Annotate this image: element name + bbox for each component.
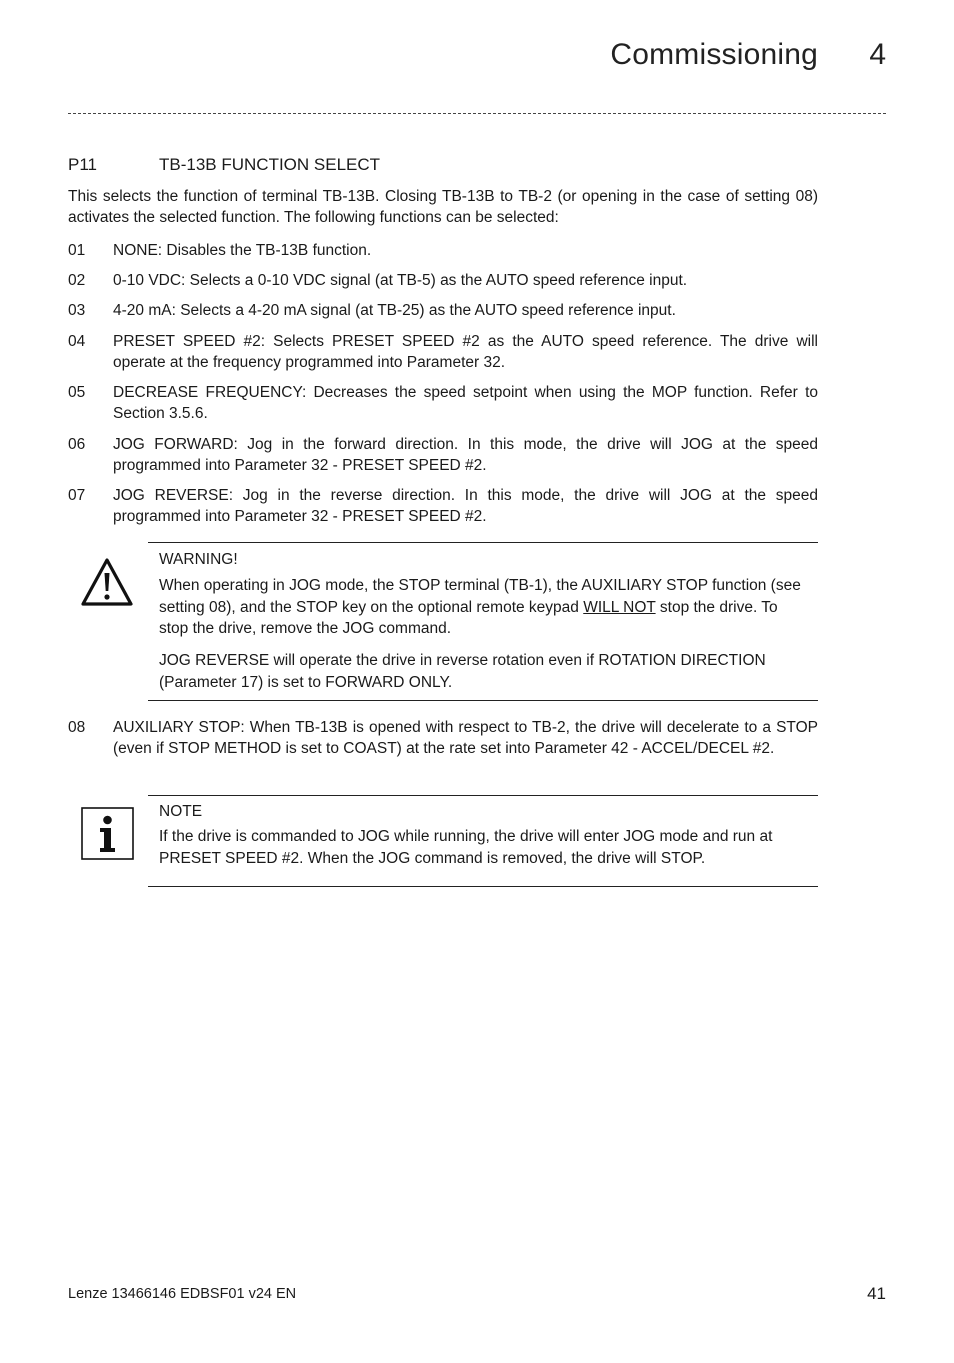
parameter-code: P11 [68, 155, 97, 174]
intro-paragraph: This selects the function of terminal TB-13B. Closing TB-13B to TB-2 (or opening in the case of setting 08) activates the selected function. The following functions can be selected: [68, 188, 818, 226]
warning-title: WARNING! [159, 551, 238, 568]
parameter-name: TB-13B FUNCTION SELECT [159, 155, 381, 174]
item-text: DECREASE FREQUENCY: Decreases the speed setpoint when using the MOP function. Refer to Section 3.5.6. [113, 384, 818, 422]
item-number: 05 [68, 384, 86, 401]
item-number: 08 [68, 719, 86, 736]
item-text: NONE: Disables the TB-13B function. [113, 242, 372, 259]
item-text: JOG FORWARD: Jog in the forward direction. In this mode, the drive will JOG at the speed programmed into Parameter 32 - PRESET SPEED #2. [113, 436, 818, 474]
warning-emphasis: WILL NOT [583, 598, 656, 616]
item-text: AUXILIARY STOP: When TB-13B is opened with respect to TB-2, the drive will decelerate to a STOP (even if STOP METHOD is set to COAST) at the rate set into Parameter 42 - ACCEL/DECEL #2. [113, 719, 818, 757]
warning-triangle-icon [80, 556, 134, 608]
warning-box [148, 542, 818, 701]
item-text: 4-20 mA: Selects a 4-20 mA signal (at TB-25) as the AUTO speed reference input. [113, 302, 676, 319]
note-box [148, 795, 818, 887]
warning-text-part: When operating in JOG mode, the STOP terminal (TB-1), the AUXILIARY STOP function (see setting 08), and the STOP key on the optional remote keypad [159, 577, 801, 616]
warning-text-2: JOG REVERSE will operate the drive in reverse rotation even if ROTATION DIRECTION (Parameter 17) is set to FORWARD ONLY. [159, 652, 766, 691]
warning-text-part: stop the drive. To stop the drive, remove the JOG command. [159, 598, 778, 637]
item-number: 07 [68, 487, 86, 504]
item-text: JOG REVERSE: Jog in the reverse direction. In this mode, the drive will JOG at the speed programmed into Parameter 32 - PRESET SPEED #2. [113, 487, 818, 525]
item-number: 04 [68, 333, 86, 350]
page-number: 41 [867, 1284, 886, 1303]
item-text: 0-10 VDC: Selects a 0-10 VDC signal (at TB-5) as the AUTO speed reference input. [113, 272, 688, 289]
note-text: If the drive is commanded to JOG while running, the drive will enter JOG mode and run at PRESET SPEED #2. When the JOG command is removed, the drive will STOP. [159, 828, 773, 867]
header-divider [68, 113, 886, 114]
item-number: 03 [68, 302, 86, 319]
document-id: Lenze 13466146 EDBSF01 v24 EN [68, 1286, 297, 1302]
note-title: NOTE [159, 803, 203, 820]
chapter-title: Commissioning [610, 38, 818, 71]
warning-text-1 [159, 575, 809, 640]
item-number: 06 [68, 436, 86, 453]
info-icon [81, 807, 134, 860]
item-number: 01 [68, 242, 86, 259]
item-number: 02 [68, 272, 86, 289]
chapter-number: 4 [869, 38, 886, 71]
item-text: PRESET SPEED #2: Selects PRESET SPEED #2 as the AUTO speed reference. The drive will operate at the frequency programmed into Parameter 32. [113, 333, 818, 371]
